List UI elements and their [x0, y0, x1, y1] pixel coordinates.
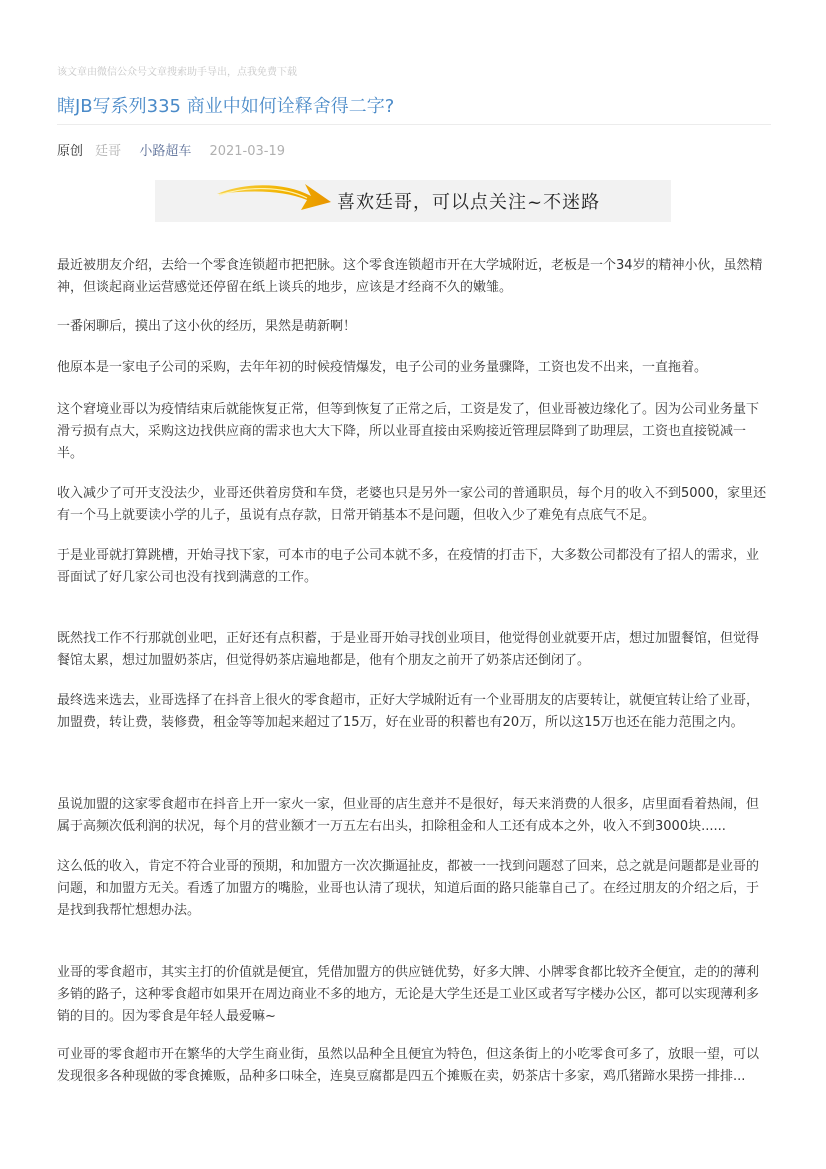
body-paragraph: 可业哥的零食超市开在繁华的大学生商业街，虽然以品种全且便宜为特色，但这条街上的小吃零食可多了，放眼一望，可以发现很多各种现做的零食摊贩，品种多口味全，连臭豆腐都是四五个摊贩在卖，奶茶店十多家，鸡爪猪蹄水果捞一排排...	[57, 1047, 760, 1084]
body-paragraph: 他原本是一家电子公司的采购，去年年初的时候疫情爆发，电子公司的业务量骤降，工资也发不出来，一直拖着。	[57, 360, 708, 375]
body-paragraph: 收入减少了可开支没法少，业哥还供着房贷和车贷，老婆也只是另外一家公司的普通职员，每个月的收入不到5000，家里还有一个马上就要读小学的儿子，虽说有点存款，日常开销基本不是问题，但收入少了难免有点底气不足。	[57, 486, 767, 523]
swoosh-arrow-icon	[155, 180, 335, 222]
body-paragraph: 既然找工作不行那就创业吧，正好还有点积蓄，于是业哥开始寻找创业项目，他觉得创业就要开店，想过加盟餐馆，但觉得餐馆太累，想过加盟奶茶店，但觉得奶茶店遍地都是，他有个朋友之前开了奶茶店还倒闭了。	[57, 631, 760, 668]
article-title: 瞎JB写系列335 商业中如何诠释舍得二字?	[57, 96, 395, 117]
export-note-link[interactable]: 该文章由微信公众号文章搜索助手导出，点我免费下载	[57, 67, 297, 78]
body-paragraph: 一番闲聊后，摸出了这小伙的经历，果然是萌新啊！	[57, 319, 357, 334]
title-divider	[57, 124, 771, 125]
body-paragraph: 于是业哥就打算跳槽，开始寻找下家，可本市的电子公司本就不多，在疫情的打击下，大多数公司都没有了招人的需求，业哥面试了好几家公司也没有找到满意的工作。	[57, 548, 760, 585]
body-paragraph: 最近被朋友介绍，去给一个零食连锁超市把把脉。这个零食连锁超市开在大学城附近，老板是一个34岁的精神小伙，虽然精神，但谈起商业运营感觉还停留在纸上谈兵的地步，应该是才经商不久的嫩雏。	[57, 258, 763, 295]
body-paragraph: 这么低的收入，肯定不符合业哥的预期，和加盟方一次次撕逼扯皮，都被一一找到问题怼了回来，总之就是问题都是业哥的问题，和加盟方无关。看透了加盟方的嘴脸，业哥也认清了现状，知道后面的路只能靠自己了。在经过朋友的介绍之后，于是找到我帮忙想想办法。	[57, 859, 760, 918]
body-paragraph: 虽说加盟的这家零食超市在抖音上开一家火一家，但业哥的店生意并不是很好，每天来消费的人很多，店里面看着热闹，但属于高频次低利润的状况，每个月的营业额才一万五左右出头，扣除租金和人工还有成本之外，收入不到3000块......	[57, 797, 760, 834]
body-paragraph: 这个窘境业哥以为疫情结束后就能恢复正常，但等到恢复了正常之后，工资是发了，但业哥被边缘化了。因为公司业务量下滑亏损有点大，采购这边找供应商的需求也大大下降，所以业哥直接由采购接近管理层降到了助理层，工资也直接锐减一半。	[57, 402, 760, 461]
body-paragraph: 业哥的零食超市，其实主打的价值就是便宜，凭借加盟方的供应链优势，好多大牌、小牌零食都比较齐全便宜，走的的薄利多销的路子，这种零食超市如果开在周边商业不多的地方，无论是大学生还是工业区或者写字楼办公区，都可以实现薄利多销的目的。因为零食是年轻人最爱嘛~	[57, 965, 760, 1024]
original-badge: 原创	[57, 144, 84, 159]
publish-date: 2021-03-19	[209, 144, 286, 159]
banner-text: 喜欢廷哥，可以点关注~不迷路	[337, 192, 601, 213]
follow-banner	[155, 180, 671, 222]
body-paragraph: 最终选来选去，业哥选择了在抖音上很火的零食超市，正好大学城附近有一个业哥朋友的店要转让，就便宜转让给了业哥，加盟费，转让费，装修费，租金等等加起来超过了15万，好在业哥的积蓄也有20万，所以这15万也还在能力范围之内。	[57, 693, 760, 730]
account-name-link[interactable]: 小路超车	[139, 144, 192, 159]
article-meta	[57, 140, 285, 159]
author-name: 廷哥	[95, 144, 122, 159]
